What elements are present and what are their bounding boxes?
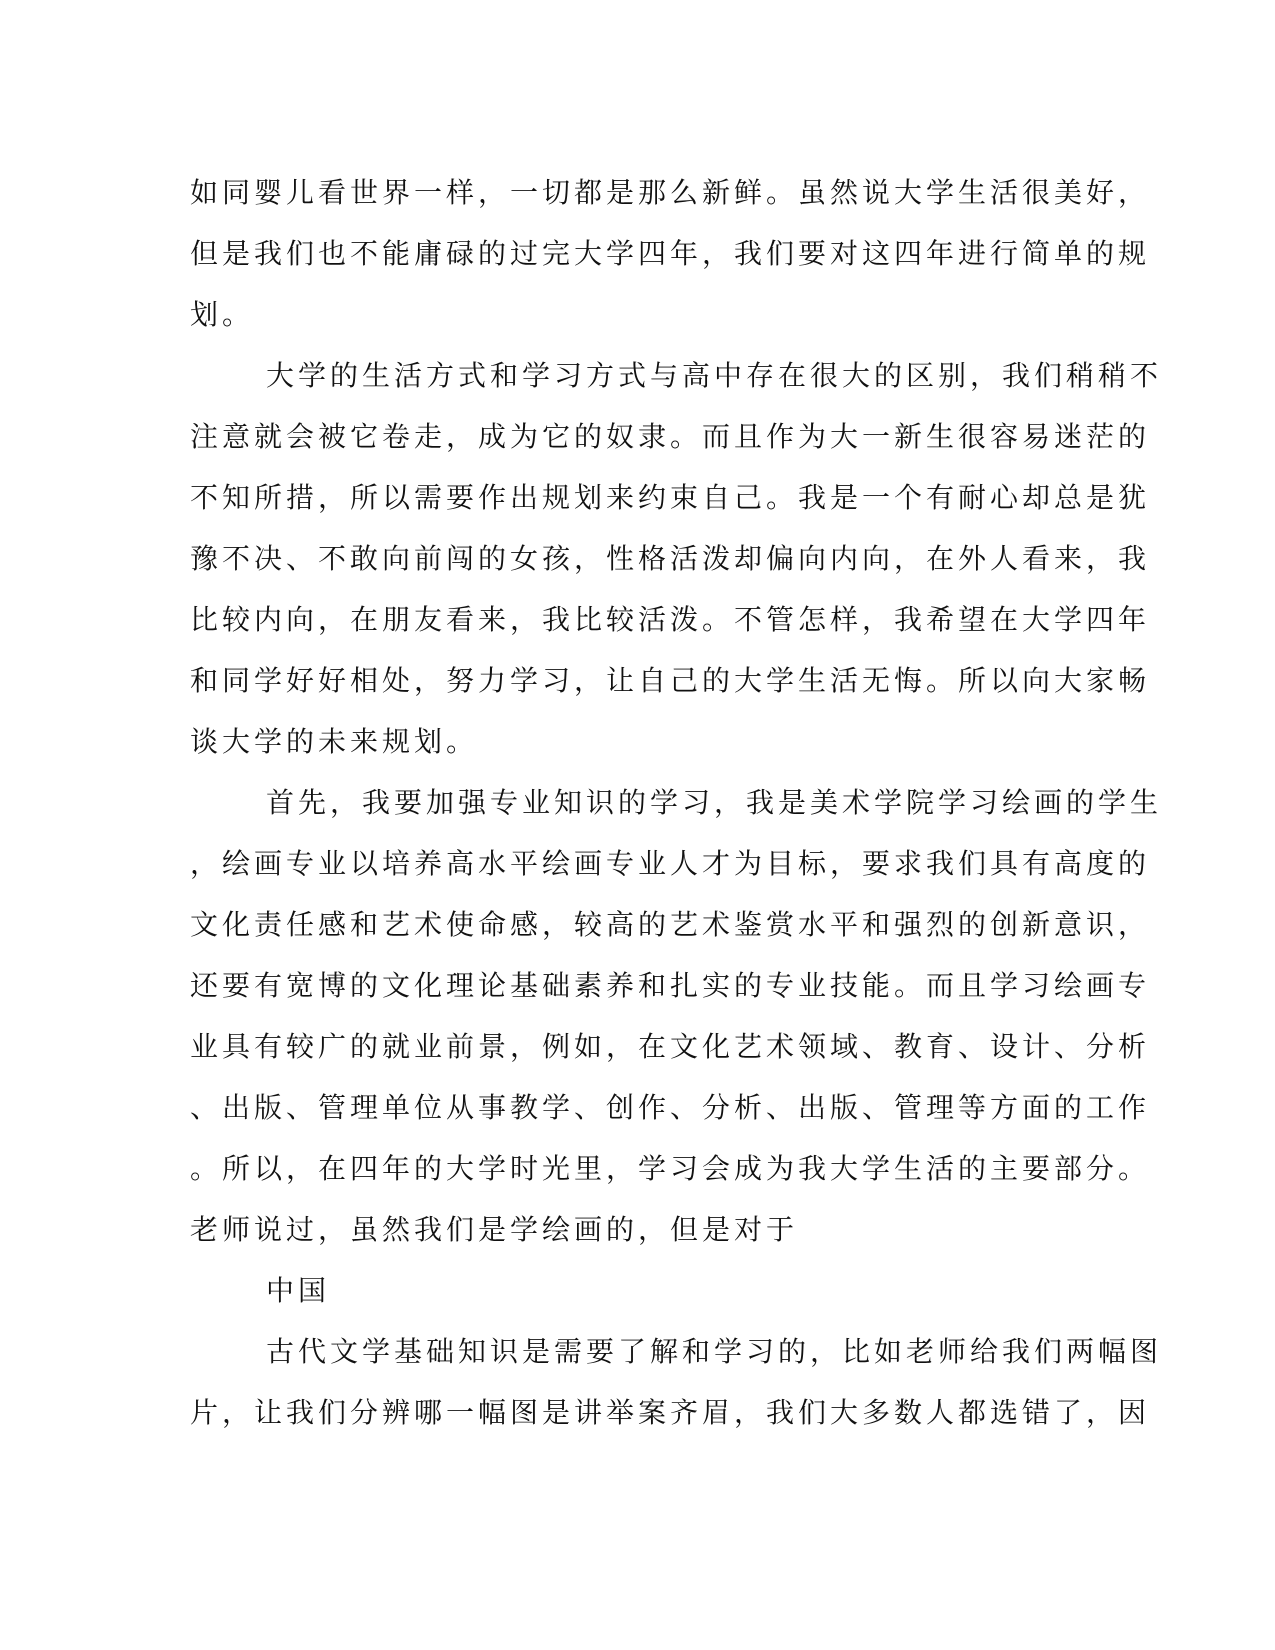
text-line: 比较内向，在朋友看来，我比较活泼。不管怎样，我希望在大学四年 (190, 603, 1151, 636)
text-line: 豫不决、不敢向前闯的女孩，性格活泼却偏向内向，在外人看来，我 (190, 542, 1151, 575)
text-line: 但是我们也不能庸碌的过完大学四年，我们要对这四年进行简单的规 (190, 237, 1151, 270)
text-line: 划。 (190, 298, 255, 331)
paragraph-start-line: 大学的生活方式和学习方式与高中存在很大的区别，我们稍稍不 (266, 359, 1163, 392)
text-line: 还要有宽博的文化理论基础素养和扎实的专业技能。而且学习绘画专 (190, 969, 1151, 1002)
text-line: 业具有较广的就业前景，例如，在文化艺术领域、教育、设计、分析 (190, 1030, 1151, 1063)
text-line: ，绘画专业以培养高水平绘画专业人才为目标，要求我们具有高度的 (190, 847, 1151, 880)
text-line: 。所以，在四年的大学时光里，学习会成为我大学生活的主要部分。 (190, 1152, 1151, 1185)
text-line: 如同婴儿看世界一样，一切都是那么新鲜。虽然说大学生活很美好， (190, 176, 1151, 209)
text-line: 文化责任感和艺术使命感，较高的艺术鉴赏水平和强烈的创新意识， (190, 908, 1151, 941)
body-text (190, 162, 1163, 1443)
text-line: 注意就会被它卷走，成为它的奴隶。而且作为大一新生很容易迷茫的 (190, 420, 1151, 453)
paragraph-start-line: 首先，我要加强专业知识的学习，我是美术学院学习绘画的学生 (266, 786, 1163, 819)
paragraph-start-line: 古代文学基础知识是需要了解和学习的，比如老师给我们两幅图 (266, 1335, 1163, 1368)
text-line: 和同学好好相处，努力学习，让自己的大学生活无悔。所以向大家畅 (190, 664, 1151, 697)
text-line: 不知所措，所以需要作出规划来约束自己。我是一个有耐心却总是犹 (190, 481, 1151, 514)
text-line: 片，让我们分辨哪一幅图是讲举案齐眉，我们大多数人都选错了，因 (190, 1396, 1151, 1429)
text-line: 、出版、管理单位从事教学、创作、分析、出版、管理等方面的工作 (190, 1091, 1151, 1124)
text-line: 老师说过，虽然我们是学绘画的，但是对于 (190, 1213, 799, 1246)
text-line: 谈大学的未来规划。 (190, 725, 479, 758)
paragraph-start-line: 中国 (266, 1274, 331, 1307)
